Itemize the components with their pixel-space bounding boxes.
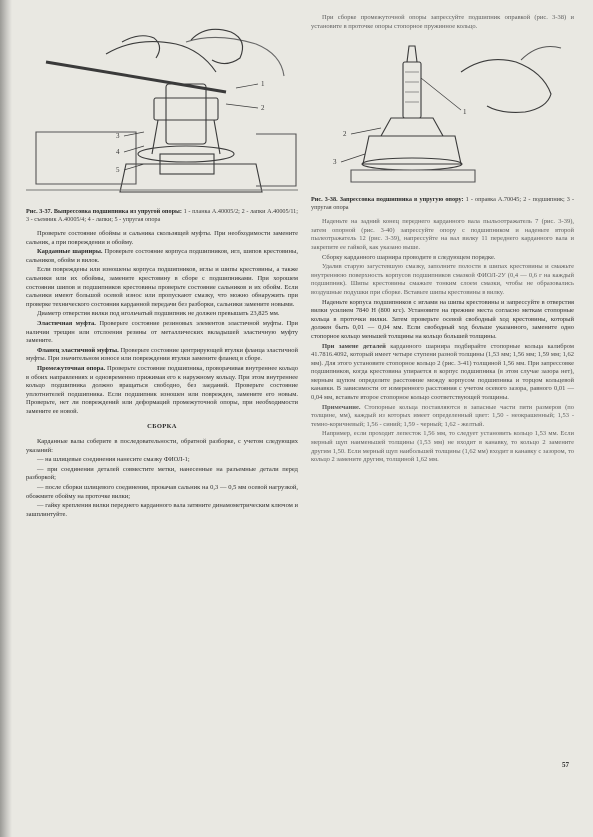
callout-2: 2 [343, 130, 347, 139]
body-paragraph [311, 404, 574, 430]
body-paragraph [311, 254, 574, 263]
callout-3: 3 [333, 158, 337, 167]
intermediate-support-paragraph: При сборке промежуточной опоры запрессуйте подшипник оправкой (рис. 3-38) и установите в проточке опоры стопорное пружинное кольцо. [311, 14, 574, 30]
assembly-instruction [26, 456, 298, 465]
right-paragraphs [311, 218, 574, 465]
paragraph-text: Наденьте на задний конец переднего карданного вала пыльоотражатель 7 (рис. 3-39), затем опорной (рис. 3-40) запрессуйте опору с подшипником и наденьте второй пылеотражатель 12 (рис. 3-39), напрессуйте на вал вилку 11 переднего карданного вала и закрепите ее гайкой, как указано выше. [311, 218, 574, 251]
paragraph-lead: Эластичная муфта. [37, 319, 96, 327]
paragraph-lead: Карданные шарниры. [37, 248, 103, 256]
body-paragraph [311, 218, 574, 252]
paragraph-text: Проверьте состояние подшипника, проворачивая внутреннее кольцо в обоих направлениях и одновременно прижимая его к наружному кольцу. При этом внутреннее кольцо подшипника должно вращаться свободно, без заеданий. Проверьте состояние уплотнителей подшипника. Если подшипник изношен или поврежден, замените его новым. Проверьте, нет ли повреждений или деформаций промежуточной опоры, при необходимости замените ее новой. [26, 364, 298, 415]
paragraph-text: Проверьте состояние центрирующей втулки фланца эластичной муфты. При значительном износе или повреждении втулки замените фланец в сборе. [26, 346, 299, 363]
body-paragraph [26, 365, 298, 417]
body-paragraph [311, 299, 574, 342]
body-paragraph [26, 266, 298, 309]
paragraph-text: Диаметр отверстия вилки под игольчатый подшипник не должен превышать 23,825 мм. [37, 310, 280, 318]
assembly-instruction [26, 502, 298, 519]
figure-3-38-caption [311, 196, 574, 212]
paragraph-lead: Фланец эластичной муфты. [37, 346, 119, 354]
section-heading: СБОРКА [147, 423, 177, 431]
caption-title: Выпрессовка подшипника из упругой опоры: [53, 208, 182, 215]
body-paragraph [311, 343, 574, 403]
paragraph-text: Проверьте состояние корпуса подшипников, игл, шипов крестовины, сальников, обойм и вилок. [26, 248, 298, 264]
callout-3: 3 [116, 132, 120, 140]
page-binding-shadow [0, 0, 12, 837]
paragraph-text: Проверьте состояние обоймы и сальника скользящей муфты. При необходимости замените сальник, а при повреждении и обойму. [26, 230, 298, 246]
paragraph-text: Сборку карданного шарнира проводите в следующем порядке. [322, 253, 496, 261]
paragraph-text: Карданные валы соберите в последовательности, обратной разборке, с учетом следующих указаний: [26, 438, 298, 454]
paragraph-text: Стопорные кольца поставляются в запасные части пяти размеров (по толщине, мм), каждый из которых имеет определенный цвет: 1,50 - неокрашенный; 1,53 - темно-коричневый; 1,56 - синий; 1,59 - черный; 1,62 - желтый. [311, 403, 574, 428]
paragraph-text: Например, если проходит лепесток 1,56 мм, то следует установить кольцо 1,53 мм. Если мерный щуп наименьшей толщины (1,53 мм) не входит в канавку, то кольцо 2 замените другим 1,50. Если мерный щуп наибольшей толщины (1,62 мм) входит в канавку с зазором, то кольцо 2 замените другим, толщиной 1,62 мм. [311, 430, 574, 464]
left-paragraphs [26, 230, 298, 416]
figure-3-37-caption [26, 208, 298, 224]
right-column [311, 14, 574, 466]
caption-number: Рис. 3-38. [311, 196, 338, 204]
caption-number: Рис. 3-37. [26, 208, 53, 215]
body-paragraph [26, 248, 298, 265]
body-paragraph [311, 263, 574, 297]
caption-title: Запрессовка подшипника в упругую опору: [339, 196, 464, 204]
paragraph-text: карданного шарнира подбирайте стопорные кольца калибром 41.7816.4092, который имеет четыре ступени разной толщины (1,53 мм; 1,56 мм; 1,59 мм; 1,62 мм). Для этого установите стопорное кольцо 2 (рис. 3-41) толщиной 1,56 мм. При запрессовке подшипников, когда крестовина упирается в корпус подшипника (в этом случае зазора нет), мерным щупом определите расстояние между корпусом подшипника и торцом кольцевой канавки. В зависимости от измеренного расстояния с учетом осевого зазора, равного 0,01 — 0,04 мм, вставьте второе стопорное кольцо соответствующей толщины. [311, 342, 575, 402]
callout-4: 4 [116, 148, 120, 156]
left-column [26, 14, 298, 520]
assembly-instruction [26, 438, 298, 455]
paragraph-text: Проверьте состояние резиновых элементов эластичной муфты. При наличии трещин или отслоения резины от металлических вкладышей эластичную муфту замените. [26, 319, 299, 345]
paragraph-text: — при соединении деталей совместите метки, нанесенные на разъемные детали перед разборкой; [26, 465, 298, 482]
callout-5: 5 [116, 166, 120, 174]
page-number: 57 [562, 761, 569, 769]
assembly-paragraphs [26, 438, 298, 519]
paragraph-text: Удалив старую загустевшую смазку, заполните полости в шипах крестовины и смажьте внутреннюю поверхность корпусов подшипников смазкой ФИОЛ-2У (0,4 — 0,6 г на каждый подшипник). Шипы крестовины смажьте тонким слоем смазки, чтобы не образовались воздушные подушки при сборке. Вставьте шипы крестовины в вилку. [311, 263, 574, 296]
paragraph-text: — на шлицевые соединения нанесите смазку ФИОЛ-1; [37, 456, 190, 464]
paragraph-lead: При замене деталей [322, 342, 386, 350]
callout-1: 1 [463, 108, 467, 117]
paragraph-text: — после сборки шлицевого соединения, прокачав сальник на 0,3 — 0,5 мм осевой нагрузкой, обожмите обойму на проточке вилки; [26, 484, 298, 500]
paragraph-lead: Примечание. [322, 403, 361, 411]
callout-1: 1 [261, 80, 265, 88]
caption-legend: 1 - оправка А.70045; 2 - подшипник; 3 - упругая опора [311, 196, 575, 212]
paragraph-text: Если повреждены или изношены корпуса подшипников, иглы и шипы крестовины, а также сальники или их обоймы, замените крестовину в сборе с подшипниками. При хорошем состоянии шипов и подшипников крестовины проверьте состояние сальников и их обойм. Если сальники имеют большой осевой износ или пропускают смазку, что можно обнаружить при проверке технического состояния карданной передачи без разборки, сальники замените новыми. [26, 266, 298, 308]
caption-legend: 1 - планка А.40005/2; 2 - лапки А.40005/11; 3 - съемник А.40005/4; 4 - лапки; 5 - упругая опора [26, 208, 298, 223]
body-paragraph [311, 430, 574, 464]
assembly-instruction [26, 484, 298, 501]
figure-3-37-bearing-removal [26, 14, 298, 204]
assembly-instruction [26, 466, 298, 483]
figure-3-38-bearing-press-in [311, 32, 574, 192]
body-paragraph [26, 310, 298, 319]
paragraph-text: Наденьте корпуса подшипников с иглами на шипы крестовины и запрессуйте в отверстия вилки усилием 7840 Н (800 кгс). Установите на прежние места согласно меткам стопорные кольца в проточки вилки. Затем проверьте осевой свободный ход крестовины, который должен быть 0,01 — 0,04 мм. Если свободный ход больше указанного, замените одно стопорное кольцо меньшей толщины на кольцо большей толщины. [311, 298, 574, 340]
paragraph-text: — гайку крепления вилки переднего карданного вала затяните динамометрическим ключом и зашплинтуйте. [26, 502, 298, 518]
body-paragraph [26, 230, 298, 247]
paragraph-lead: Промежуточная опора. [37, 364, 106, 372]
body-paragraph [26, 347, 298, 364]
callout-2: 2 [261, 104, 265, 112]
body-paragraph [26, 320, 298, 346]
